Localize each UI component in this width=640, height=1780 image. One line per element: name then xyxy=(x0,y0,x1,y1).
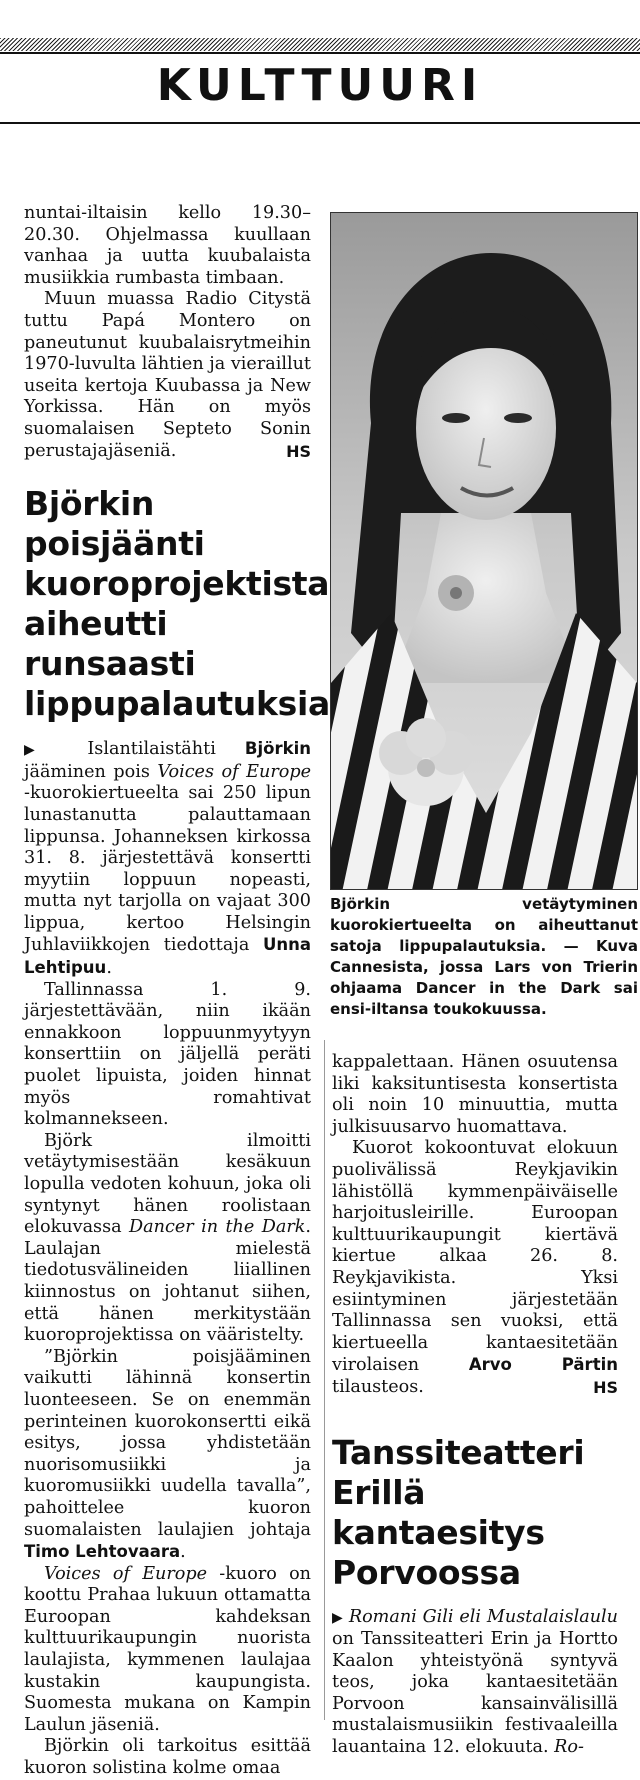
lead-text-a: Islantilaistähti xyxy=(87,739,245,760)
lead-text-c: jääminen pois xyxy=(24,761,158,782)
intro-paragraph-1: nuntai-iltaisin kello 19.30–20.30. Ohjelmassa kuullaan vanhaa ja uutta kuubalaista musiikkia rumbasta timbaan. xyxy=(24,203,311,288)
lead-name-lehtipuu: Unna Lehtipuu xyxy=(24,935,311,978)
byline-hs-2: HS xyxy=(593,1377,618,1397)
lead-marker-icon: ▶ xyxy=(24,742,59,759)
article-lead xyxy=(24,738,311,980)
article-headline: Björkin poisjäänti kuoroprojektista aiheutti runsaasti lippupalautuksia xyxy=(24,484,330,724)
right-paragraph-2 xyxy=(332,1138,618,1398)
p3-text-c: . Laulajan mielestä tiedotusvälineiden liiallinen kiinnostus on johtanut siihen, että hänen merkitystään kuoroprojektissa on vääristelty. xyxy=(24,1217,311,1346)
p5-italic-voices: Voices of Europe xyxy=(44,1563,208,1584)
section-title: KULTTUURI xyxy=(156,60,484,111)
header-rule-top xyxy=(0,52,640,54)
p4-text-c: . xyxy=(180,1542,186,1563)
right-paragraph-1: kappalettaan. Hänen osuutensa liki kaksituntisesta konsertista oli noin 10 minuuttia, mutta julkisuusarvo huomattava. xyxy=(332,1052,618,1137)
article-paragraph-quote xyxy=(24,1347,311,1564)
p5-text-b: -kuoro on koottu Prahaa lukuun ottamatta Euroopan kahdeksan kulttuurikaupungin nuorista laulajista, kymmenen laulajaa kustakin kaupungista. Suomesta mukana on Kampin Laulun jäseniä. xyxy=(24,1563,312,1735)
intro-paragraph-2-text: Muun muassa Radio Citystä tuttu Papá Montero on paneutunut kuubalaisrytmeihin 1970-luvulta lähtien ja vieraillut useita kertoja Kuubassa ja New Yorkissa. Hän on myös suomalaisen Septeto Sonin perustajajäseniä. xyxy=(24,289,311,461)
second-headline: Tanssiteatteri Erillä kantaesitys Porvoossa xyxy=(332,1432,585,1592)
r2-text-a: Kuorot kokoontuvat elokuun puolivälissä Reykjavikin lähistöllä kymmenpäiväiselle harjoitusleirille. Euroopan kulttuurikaupungit kiertävä kiertue alkaa 26. 8. Reykjavikista. Yksi esiintyminen järjestetään Tallinnassa sen vuoksi, että kiertueella kantaesitetään virolaisen xyxy=(332,1138,618,1376)
lead2-italic-continuation: Ro- xyxy=(554,1737,584,1758)
lead-name-bjork: Björkin xyxy=(244,739,311,759)
header-rule-bottom xyxy=(0,122,640,124)
p4-text-a: ”Björkin poisjääminen vaikutti lähinnä konsertin luonteeseen. Se on enemmän perinteinen kuorokonsertti eikä esitys, jossa yhdistetään nuorisomusiikki ja kuoromusiikki uudella tavalla”, pahoittelee kuoron suomalaisten laulajien johtaja xyxy=(24,1346,311,1540)
lead2-italic-title: Romani Gili eli Mustalaislaulu xyxy=(348,1606,618,1627)
lead-italic-voices: Voices of Europe xyxy=(157,761,312,782)
lead2-text-b: on Tanssiteatteri Erin ja Hortto Kaalon yhteistyönä syntyvä teos, joka kantaesitetään Porvoon kansainvälisillä mustalaismusiikin festivaaleilla lauantaina 12. elokuuta. xyxy=(332,1629,618,1758)
intro-paragraph-2 xyxy=(24,289,311,462)
article-paragraph-withdrawal xyxy=(24,1131,311,1347)
article-paragraph-choir xyxy=(24,1564,311,1737)
second-article-lead xyxy=(332,1607,618,1759)
article-paragraph-tallinn: Tallinnassa 1. 9. järjestettävään, niin ikään ennakkoon loppuunmyytyyn konserttiin on jäljellä peräti puolet lipuista, joiden hinnat myös romahtivat kolmannekseen. xyxy=(24,979,311,1130)
p3-text-a: Björk ilmoitti vetäytymisestään kesäkuun lopulla vedoten kohuun, joka oli syntynyt hänen roolistaan elokuvassa xyxy=(24,1130,311,1238)
lead2-marker-icon: ▶ xyxy=(332,1609,343,1626)
left-column xyxy=(24,203,330,1780)
photo-portrait-illustration xyxy=(331,213,637,889)
lead-text-g: . xyxy=(106,958,112,979)
p3-italic-film: Dancer in the Dark xyxy=(129,1217,306,1238)
lead-text-e: -kuorokiertueelta sai 250 lipun lunastanutta palauttamaan lippunsa. Johanneksen kirkossa 31. 8. järjestettävä konsertti myytiin loppuun nopeasti, mutta nyt tarjolla on vajaat 300 lippua, kertoo Helsingin Juhlaviikkojen tiedottaja xyxy=(24,783,311,956)
r2-text-c: tilausteos. xyxy=(332,1376,424,1397)
r2-name-part: Arvo Pärtin xyxy=(468,1355,618,1375)
byline-hs: HS xyxy=(286,441,311,461)
article-paragraph-soloist: Björkin oli tarkoitus esittää kuoron solistina kolme omaa xyxy=(24,1736,311,1779)
photo-caption: Björkin vetäytyminen kuorokiertueelta on aiheuttanut satoja lippupalautuksia. — Kuva Cannesista, jossa Lars von Trierin ohjaama Dancer in the Dark sai ensi-iltansa toukokuussa. xyxy=(330,895,638,1018)
p4-name-lehtovaara: Timo Lehtovaara xyxy=(24,1542,181,1562)
article-photo xyxy=(330,212,638,890)
header-hatch-band xyxy=(0,38,640,51)
column-divider xyxy=(324,1040,325,1720)
right-column xyxy=(332,1052,618,1759)
